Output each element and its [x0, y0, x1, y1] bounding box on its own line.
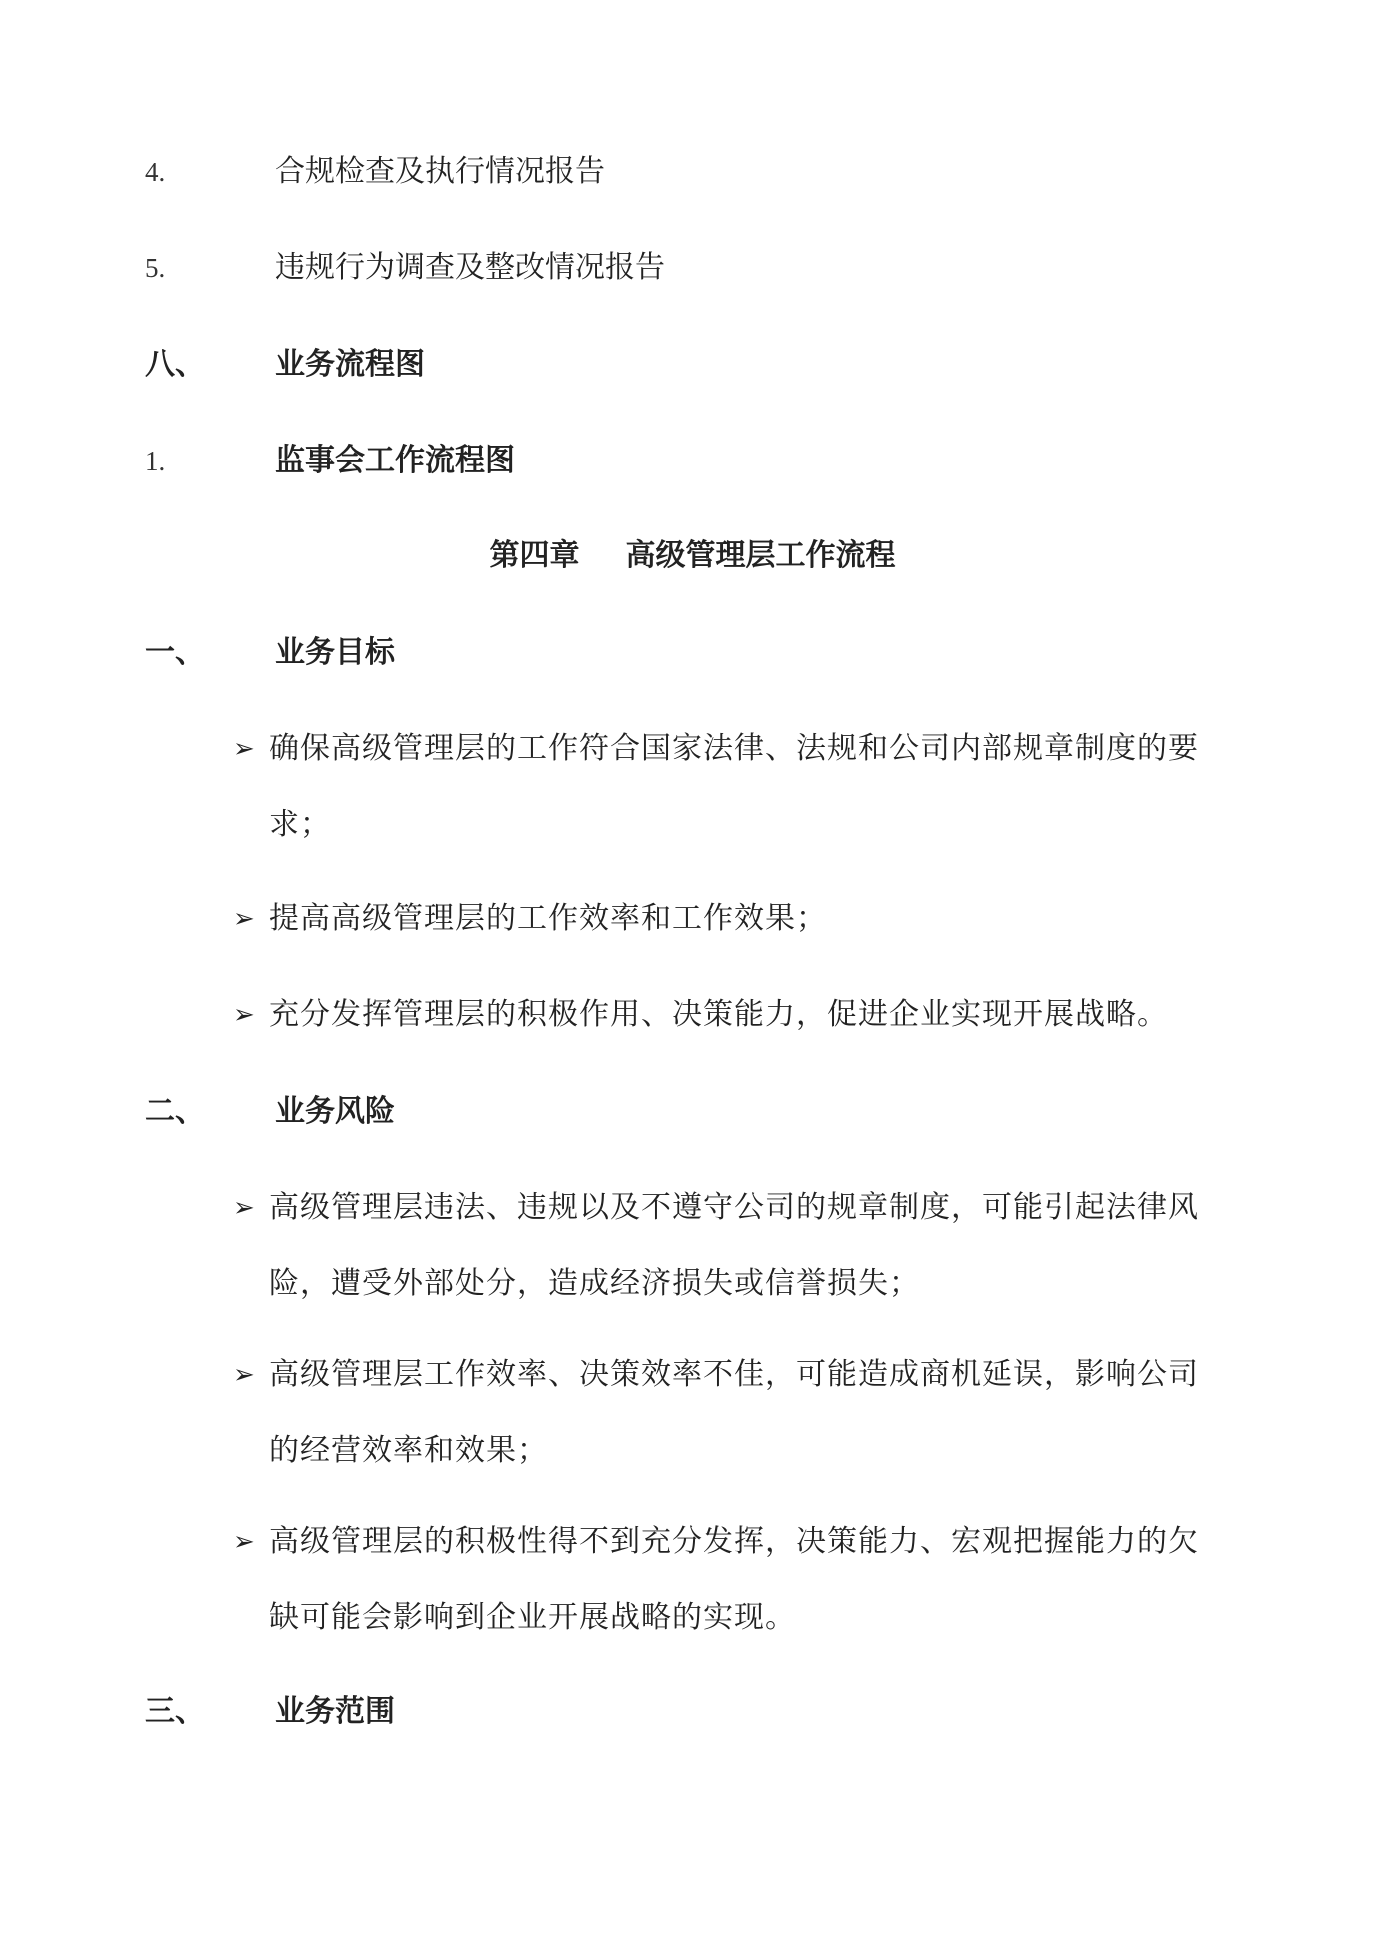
arrow-bullet-icon: ➢ — [233, 1193, 255, 1223]
section-title: 业务目标 — [275, 635, 395, 670]
item-text: 合规检查及执行情况报告 — [275, 154, 605, 189]
section-number: 一、 — [145, 635, 205, 670]
section-number: 八、 — [145, 347, 205, 382]
section-number: 二、 — [145, 1094, 205, 1129]
bullet-text: 确保高级管理层的工作符合国家法律、法规和公司内部规章制度的要求； — [269, 731, 1199, 842]
item-number: 5. — [145, 253, 166, 283]
bullet-item — [233, 1337, 1223, 1489]
bullet-item — [233, 1170, 1223, 1322]
arrow-bullet-icon: ➢ — [233, 1527, 255, 1557]
arrow-bullet-icon: ➢ — [233, 734, 255, 764]
bullet-item — [233, 881, 1223, 957]
chapter-title: 高级管理层工作流程 — [625, 538, 896, 573]
chapter-heading — [0, 536, 1385, 576]
section-number: 三、 — [145, 1694, 205, 1729]
bullet-text: 高级管理层违法、违规以及不遵守公司的规章制度，可能引起法律风险，遭受外部处分，造成经济损失或信誉损失； — [269, 1190, 1199, 1301]
subsection-title: 监事会工作流程图 — [275, 443, 515, 478]
chapter-label: 第四章 — [489, 538, 580, 573]
bullet-text: 提高高级管理层的工作效率和工作效果； — [269, 901, 827, 936]
arrow-bullet-icon: ➢ — [233, 1000, 255, 1030]
item-number: 1. — [145, 446, 166, 476]
bullet-item — [233, 977, 1223, 1053]
bullet-item — [233, 711, 1223, 863]
item-text: 违规行为调查及整改情况报告 — [275, 250, 665, 285]
arrow-bullet-icon: ➢ — [233, 1360, 255, 1390]
bullet-item — [233, 1504, 1223, 1656]
bullet-text: 高级管理层的积极性得不到充分发挥，决策能力、宏观把握能力的欠缺可能会影响到企业开展战略的实现。 — [269, 1524, 1199, 1635]
bullet-text: 充分发挥管理层的积极作用、决策能力，促进企业实现开展战略。 — [269, 997, 1168, 1032]
section-title: 业务流程图 — [275, 347, 425, 382]
section-title: 业务范围 — [275, 1694, 395, 1729]
section-title: 业务风险 — [275, 1094, 395, 1129]
bullet-text: 高级管理层工作效率、决策效率不佳，可能造成商机延误，影响公司的经营效率和效果； — [269, 1357, 1199, 1468]
arrow-bullet-icon: ➢ — [233, 904, 255, 934]
item-number: 4. — [145, 157, 166, 187]
